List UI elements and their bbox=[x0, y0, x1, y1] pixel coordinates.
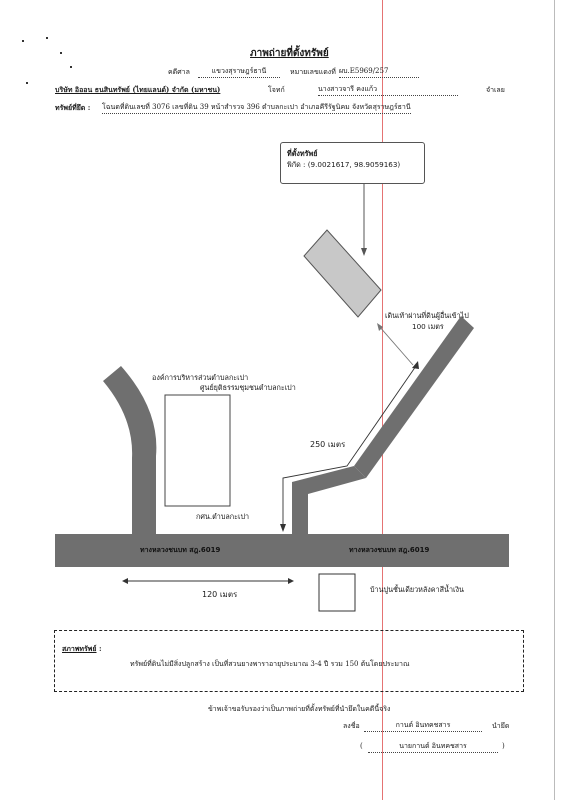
condition-title-colon: : bbox=[98, 644, 102, 653]
property-label: ทรัพย์ที่ยึด : bbox=[55, 103, 91, 112]
open-paren: ( bbox=[360, 742, 363, 750]
measure-120-left-head bbox=[122, 578, 128, 584]
plaintiff-name: บริษัท อิออน ธนสินทรัพย์ (ไทยแลนด์) จำกัด (มหาชน) bbox=[55, 85, 221, 94]
house-label: บ้านปูนชั้นเดียวหลังคาสีน้ำเงิน bbox=[370, 585, 464, 594]
road-label-right: ทางหลวงชนบท สฎ.6019 bbox=[349, 546, 430, 554]
condition-title bbox=[62, 644, 102, 655]
connector-road bbox=[292, 466, 366, 534]
document-title: ภาพถ่ายที่ตั้งทรัพย์ bbox=[250, 48, 329, 59]
signature-name: กานต์ อินทคชสาร bbox=[364, 720, 482, 732]
condition-text: ทรัพย์ที่ดินไม่มีสิ่งปลูกสร้าง เป็นที่สวนยางพาราอายุประมาณ 3-4 ปี รวม 150 ต้นโดยประมาณ bbox=[130, 660, 410, 668]
distance-250-label: 250 เมตร bbox=[310, 440, 346, 449]
property-parcel bbox=[304, 230, 381, 317]
close-paren: ) bbox=[502, 742, 505, 750]
left-road bbox=[103, 366, 156, 534]
road-label-left: ทางหลวงชนบท สฎ.6019 bbox=[140, 546, 221, 554]
printed-name: นายกานต์ อินทคชสาร bbox=[368, 741, 498, 753]
sign-role: นำยึด bbox=[492, 722, 510, 730]
certification-statement: ข้าพเจ้าขอรับรองว่าเป็นภาพถ่ายที่ตั้งทรัพย์ที่นำยึดในคดีนี้จริง bbox=[208, 705, 391, 713]
sign-label: ลงชื่อ bbox=[343, 722, 360, 730]
kosn-label: กศน.ตำบลกะเปา bbox=[196, 512, 250, 521]
distance-120-label: 120 เมตร bbox=[202, 590, 238, 599]
location-pointer-head bbox=[361, 248, 367, 256]
walk-path-arrow bbox=[379, 326, 413, 365]
case-number-value: ผบ.E5969/257 bbox=[339, 66, 419, 78]
house-building bbox=[319, 574, 355, 611]
route-arrow-head-down bbox=[280, 524, 286, 532]
main-highway bbox=[55, 534, 509, 567]
defendant-role: จำเลย bbox=[486, 86, 505, 94]
defendant-name: นางสาวจารี คงแก้ว bbox=[318, 84, 458, 96]
property-value: โฉนดที่ดินเลขที่ 3076 เลขที่ดิน 39 หน้าสำรวจ 396 ตำบลกะเปา อำเภอคีรีรัฐนิคม จังหวัดสุราษฎร์ธานี bbox=[102, 102, 411, 114]
justice-center-label: ศูนย์ยุติธรรมชุมชนตำบลกะเปา bbox=[200, 383, 296, 392]
sao-building bbox=[165, 395, 230, 506]
walk-note: เดินเท้าผ่านที่ดินผู้อื่นเข้าไป bbox=[385, 311, 469, 320]
condition-title-text: สภาพทรัพย์ bbox=[62, 644, 97, 653]
walk-distance: 100 เมตร bbox=[412, 322, 444, 331]
location-box-coord: พิกัด : (9.0021617, 98.9059163) bbox=[287, 160, 401, 169]
access-road bbox=[354, 316, 474, 478]
case-number-label: หมายเลขแดงที่ bbox=[290, 68, 336, 76]
court-value: แขวงสุราษฎร์ธานี bbox=[198, 66, 280, 78]
location-box-title: ที่ตั้งทรัพย์ bbox=[287, 149, 318, 158]
route-arrow-head-up bbox=[412, 361, 419, 369]
plaintiff-role: โจทก์ bbox=[268, 86, 285, 94]
court-label: คดีศาล bbox=[168, 68, 190, 76]
location-info-box bbox=[280, 142, 425, 184]
measure-120-right-head bbox=[288, 578, 294, 584]
sao-label: องค์การบริหารส่วนตำบลกะเปา bbox=[152, 373, 249, 382]
